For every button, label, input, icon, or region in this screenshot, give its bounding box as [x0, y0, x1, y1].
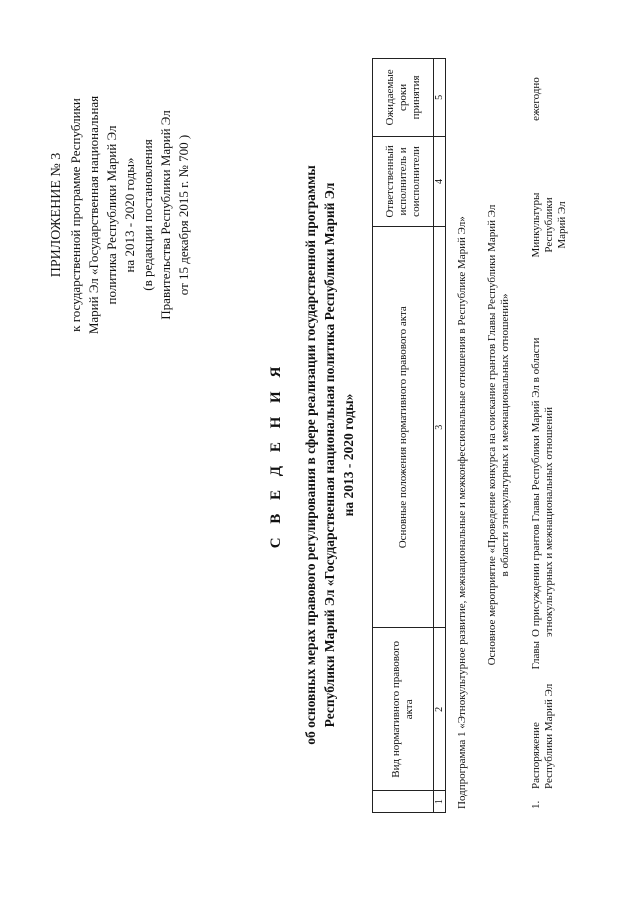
appendix-line: политика Республики Марий Эл [104, 125, 119, 305]
column-number: 2 [434, 628, 446, 791]
header-cell-act-type: Вид нормативного правового акта [373, 628, 434, 791]
document-title: С В Е Д Е Н И Я [268, 361, 284, 549]
header-cell-number [373, 791, 434, 813]
appendix-block [48, 65, 193, 365]
appendix-line: (в редакции постановления [140, 139, 155, 291]
header-cell-executor: Ответственный исполнитель и соисполнители [373, 136, 434, 226]
appendix-title: ПРИЛОЖЕНИЕ № 3 [49, 152, 64, 278]
item-executor: Минкультуры Республики Марий Эл [530, 192, 568, 258]
main-event-line: в области этнокультурных и межнациональных отношений» [499, 293, 511, 577]
table-header-row [373, 59, 434, 813]
item-act-content-line: этнокультурных и межнациональных отношений [543, 407, 555, 637]
document-heading [268, 125, 358, 785]
item-act-type-line: Республики Марий Эл [543, 683, 555, 789]
appendix-line: Правительства Республики Марий Эл [158, 110, 173, 320]
item-number: 1. [530, 800, 542, 809]
appendix-line: от 15 декабря 2015 г. № 700 ) [176, 134, 191, 296]
item-act-type-line: Распоряжение Главы [530, 641, 542, 789]
subprogram-title: Подпрограмма 1 «Этнокультурное развитие, межнациональные и межконфессиональные отношения в Республике Марий Эл» [456, 216, 468, 809]
measures-table [372, 58, 446, 813]
appendix-line: на 2013 - 2020 годы» [122, 157, 137, 273]
document-subtitle-line: Республики Марий Эл «Государственная национальная политика Республики Марий Эл [322, 182, 337, 728]
column-number: 1 [434, 791, 446, 813]
item-act-content [530, 281, 556, 637]
header-cell-act-content: Основные положения нормативного правового акта [373, 227, 434, 628]
document-subtitle-line: на 2013 - 2020 годы» [341, 393, 356, 517]
item-act-content-line: О присуждении грантов Главы Республики Марий Эл в области [530, 337, 542, 637]
column-number: 3 [434, 227, 446, 628]
appendix-line: к государственной программе Республики [68, 98, 83, 332]
item-term: ежегодно [530, 77, 542, 121]
table-column-number-row [434, 59, 446, 813]
main-event-title [486, 135, 512, 735]
document-subtitle-line: об основных мерах правового регулирования в сфере реализации государственной программы [303, 165, 318, 745]
appendix-line: Марий Эл «Государственная национальная [86, 95, 101, 335]
main-event-line: Основное мероприятие «Проведение конкурса на соискание грантов Главы Республики Марий Эл [486, 204, 498, 666]
column-number: 4 [434, 136, 446, 226]
item-act-type [530, 641, 556, 789]
header-cell-term: Ожидаемые сроки принятия [373, 59, 434, 137]
column-number: 5 [434, 59, 446, 137]
